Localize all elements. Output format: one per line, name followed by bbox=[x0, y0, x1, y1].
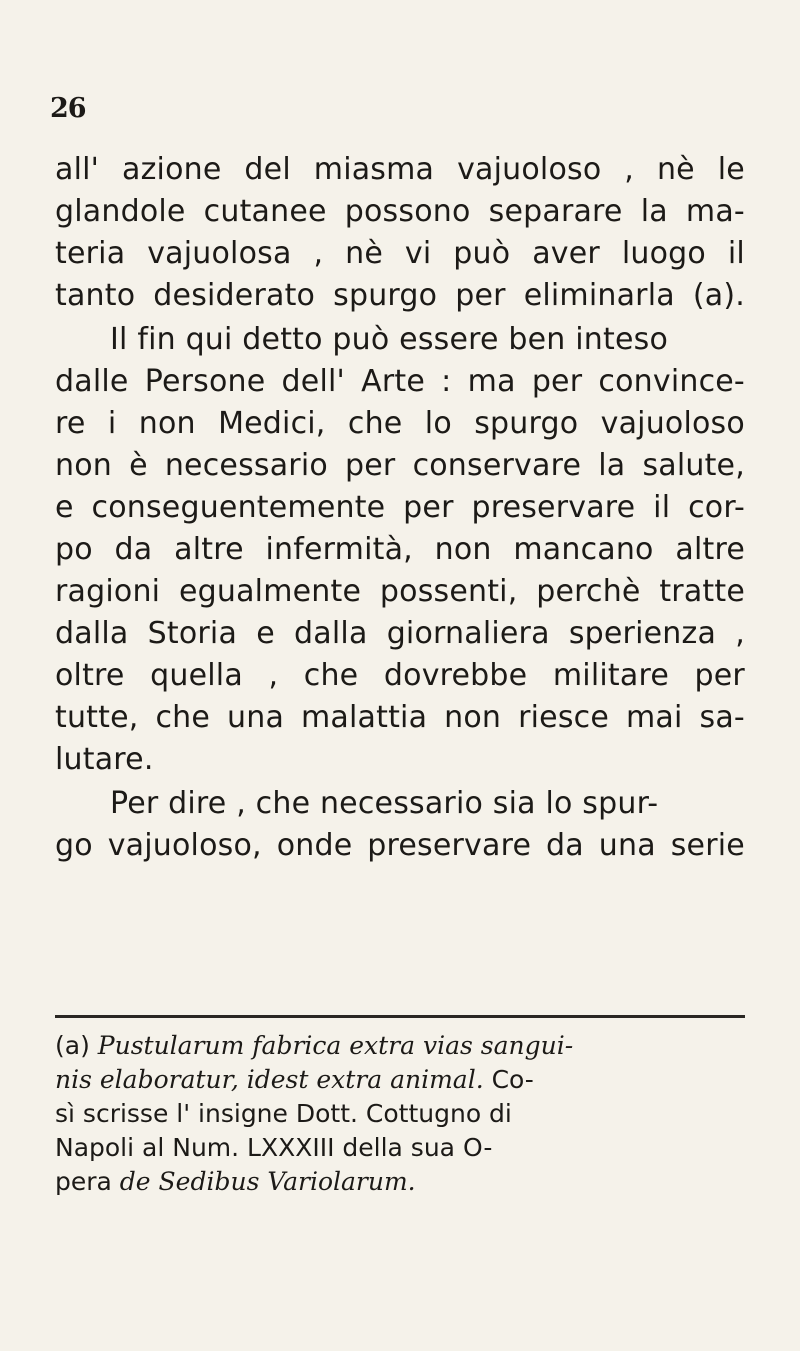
text-line: glandole cutanee possono separare la ma- bbox=[55, 194, 745, 229]
text-line: non è necessario per conservare la salute, bbox=[55, 448, 745, 483]
footnote-line bbox=[55, 1030, 573, 1062]
text-line: dalle Persone dell' Arte : ma per convince- bbox=[55, 364, 745, 399]
text-line: ragioni egualmente possenti, perchè tratte bbox=[55, 574, 745, 609]
page-number: 26 bbox=[50, 93, 86, 124]
text-line: Il fin qui detto può essere ben inteso bbox=[110, 322, 669, 357]
footnote-line: sì scrisse l' insigne Dott. Cottugno di bbox=[55, 1099, 512, 1128]
footnote-line bbox=[55, 1064, 534, 1096]
text-line: lutare. bbox=[55, 742, 154, 777]
text-line: go vajuoloso, onde preservare da una serie bbox=[55, 828, 745, 863]
text-line: re i non Medici, che lo spurgo vajuoloso bbox=[55, 406, 745, 441]
footnote-line: Napoli al Num. LXXXIII della sua O- bbox=[55, 1133, 493, 1162]
footnote-book-title: de Sedibus Variolarum. bbox=[119, 1167, 416, 1196]
footnote-text: pera bbox=[55, 1167, 120, 1196]
text-line: dalla Storia e dalla giornaliera sperienza , bbox=[55, 616, 745, 651]
text-line: oltre quella , che dovrebbe militare per bbox=[55, 658, 745, 693]
footnote-divider bbox=[55, 1015, 745, 1018]
footnote-line bbox=[55, 1166, 416, 1198]
text-line: teria vajuolosa , nè vi può aver luogo il bbox=[55, 236, 745, 271]
footnote-text: Co- bbox=[483, 1065, 534, 1094]
text-line: e conseguentemente per preservare il cor- bbox=[55, 490, 745, 525]
text-line: tanto desiderato spurgo per eliminarla (a). bbox=[55, 278, 745, 313]
footnote-quote: nis elaboratur, idest extra animal. bbox=[55, 1065, 484, 1094]
text-line: Per dire , che necessario sia lo spur- bbox=[110, 786, 659, 821]
footnote-quote: Pustularum fabrica extra vias sangui- bbox=[97, 1031, 574, 1060]
text-line: all' azione del miasma vajuoloso , nè le bbox=[55, 152, 745, 187]
text-line: tutte, che una malattia non riesce mai sa- bbox=[55, 700, 745, 735]
text-line: po da altre infermità, non mancano altre bbox=[55, 532, 745, 567]
footnote-marker: (a) bbox=[55, 1031, 90, 1060]
